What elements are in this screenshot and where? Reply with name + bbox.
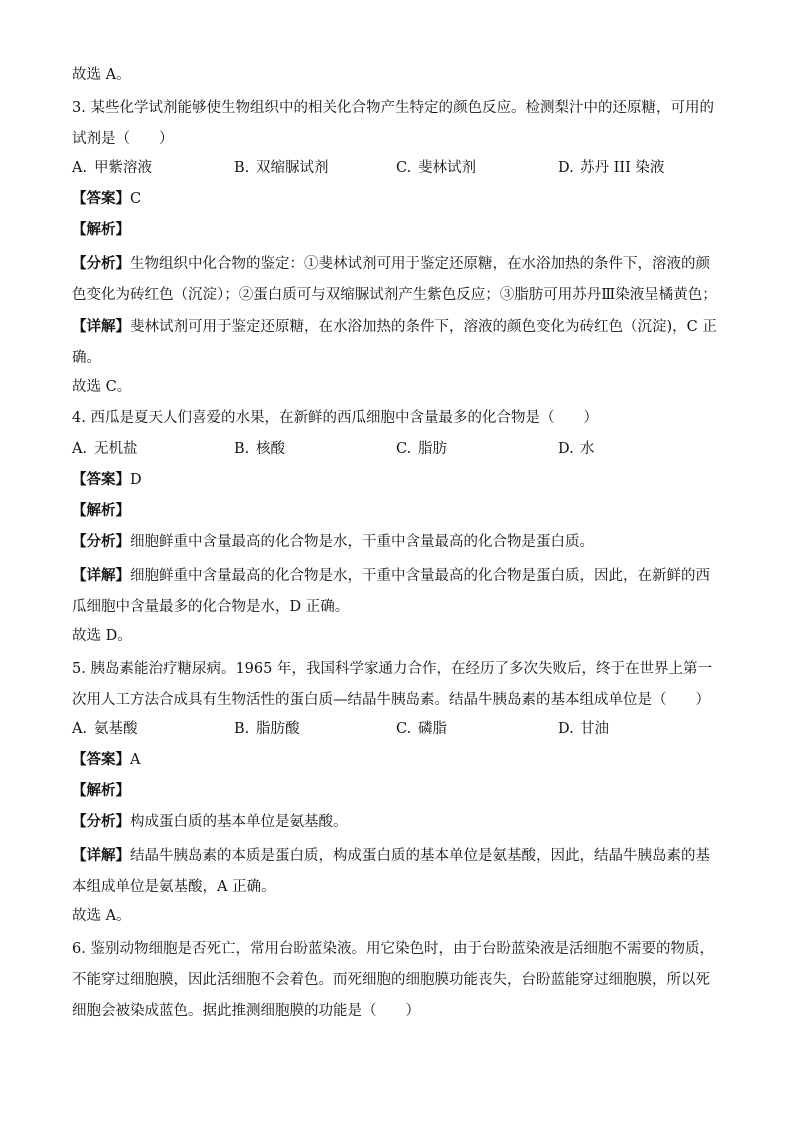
labeled-line bbox=[72, 778, 724, 809]
line-text: 细胞鲜重中含量最高的化合物是水，干重中含量最高的化合物是蛋白质。 bbox=[130, 534, 594, 550]
option-value: 双缩脲试剂 bbox=[256, 160, 329, 176]
option-b bbox=[234, 716, 396, 747]
option-value: 水 bbox=[580, 441, 595, 457]
option-b bbox=[234, 155, 396, 186]
option-key: D. bbox=[558, 160, 574, 176]
section-tag: 【答案】 bbox=[72, 471, 130, 488]
section-tag: 【分析】 bbox=[72, 533, 130, 550]
labeled-line bbox=[72, 809, 724, 840]
option-value: 甘油 bbox=[580, 721, 609, 737]
option-key: A. bbox=[72, 441, 88, 457]
option-value: 脂肪 bbox=[418, 441, 447, 457]
option-key: B. bbox=[234, 441, 250, 457]
option-value: 氨基酸 bbox=[94, 721, 138, 737]
section-tag: 【解析】 bbox=[72, 502, 130, 519]
option-value: 甲紫溶液 bbox=[94, 160, 152, 176]
labeled-line bbox=[72, 840, 724, 903]
option-value: 苏丹 III 染液 bbox=[580, 160, 665, 176]
section-tag: 【解析】 bbox=[72, 221, 130, 238]
option-c bbox=[396, 155, 558, 186]
option-a bbox=[72, 436, 234, 467]
text-line: 故选 A。 bbox=[72, 908, 131, 924]
answer-options bbox=[72, 716, 724, 747]
section-tag: 【详解】 bbox=[72, 567, 130, 584]
option-c bbox=[396, 436, 558, 467]
section-tag: 【详解】 bbox=[72, 318, 130, 335]
option-key: D. bbox=[558, 441, 574, 457]
option-key: A. bbox=[72, 160, 88, 176]
labeled-line bbox=[72, 248, 724, 311]
labeled-line bbox=[72, 560, 724, 623]
option-d bbox=[558, 716, 720, 747]
section-tag: 【解析】 bbox=[72, 782, 130, 799]
labeled-line bbox=[72, 747, 724, 778]
answer-options bbox=[72, 155, 724, 186]
answer-options bbox=[72, 436, 724, 467]
option-d bbox=[558, 436, 720, 467]
labeled-line bbox=[72, 498, 724, 529]
question-stem: 3. 某些化学试剂能够使生物组织中的相关化合物产生特定的颜色反应。检测梨汁中的还原糖，可用的试剂是（ ） bbox=[72, 100, 714, 147]
text-line: 4. 西瓜是夏天人们喜爱的水果，在新鲜的西瓜细胞中含量最多的化合物是（ ） bbox=[72, 410, 598, 426]
labeled-line bbox=[72, 186, 724, 217]
question-stem: 6. 鉴别动物细胞是否死亡，常用台盼蓝染液。用它染色时，由于台盼蓝染液是活细胞不需要的物质，不能穿过细胞膜，因此活细胞不会着色。而死细胞的细胞膜功能丧失，台盼蓝能穿过细胞膜，所以死细胞会被染成蓝色。据此推测细胞膜的功能是（ ） bbox=[72, 941, 714, 1019]
option-value: 无机盐 bbox=[94, 441, 138, 457]
line-text: C bbox=[130, 191, 142, 207]
section-tag: 【分析】 bbox=[72, 813, 130, 830]
line-text: D bbox=[130, 472, 142, 488]
line-text: A bbox=[130, 752, 141, 768]
option-value: 脂肪酸 bbox=[256, 721, 300, 737]
option-key: C. bbox=[396, 721, 412, 737]
labeled-line bbox=[72, 311, 724, 374]
section-tag: 【答案】 bbox=[72, 190, 130, 207]
option-key: A. bbox=[72, 721, 88, 737]
question-stem: 5. 胰岛素能治疗糖尿病。1965 年，我国科学家通力合作，在经历了多次失败后，终于在世界上第一次用人工方法合成具有生物活性的蛋白质—结晶牛胰岛素。结晶牛胰岛素的基本组成单位是（ ） bbox=[72, 661, 712, 708]
option-key: B. bbox=[234, 721, 250, 737]
section-tag: 【详解】 bbox=[72, 847, 130, 864]
line-text: 细胞鲜重中含量最高的化合物是水，干重中含量最高的化合物是蛋白质，因此，在新鲜的西瓜细胞中含量最多的化合物是水，D 正确。 bbox=[72, 568, 710, 615]
option-key: B. bbox=[234, 160, 250, 176]
option-d bbox=[558, 155, 720, 186]
option-key: C. bbox=[396, 441, 412, 457]
option-a bbox=[72, 155, 234, 186]
option-b bbox=[234, 436, 396, 467]
text-line: 故选 A。 bbox=[72, 67, 131, 83]
line-text: 生物组织中化合物的鉴定：①斐林试剂可用于鉴定还原糖，在水浴加热的条件下，溶液的颜色变化为砖红色（沉淀）；②蛋白质可与双缩脲试剂产生紫色反应；③脂肪可用苏丹Ⅲ染液呈橘黄色； bbox=[72, 256, 717, 303]
labeled-line bbox=[72, 529, 724, 560]
line-text: 构成蛋白质的基本单位是氨基酸。 bbox=[130, 814, 348, 830]
labeled-line bbox=[72, 467, 724, 498]
line-text: 斐林试剂可用于鉴定还原糖，在水浴加热的条件下，溶液的颜色变化为砖红色（沉淀)，C 正确。 bbox=[72, 319, 717, 366]
section-tag: 【答案】 bbox=[72, 751, 130, 768]
option-key: D. bbox=[558, 721, 574, 737]
labeled-line bbox=[72, 217, 724, 248]
option-value: 斐林试剂 bbox=[418, 160, 476, 176]
option-value: 核酸 bbox=[256, 441, 285, 457]
option-value: 磷脂 bbox=[418, 721, 447, 737]
option-a bbox=[72, 716, 234, 747]
text-line: 故选 D。 bbox=[72, 628, 132, 644]
line-text: 结晶牛胰岛素的本质是蛋白质，构成蛋白质的基本单位是氨基酸，因此，结晶牛胰岛素的基本组成单位是氨基酸，A 正确。 bbox=[72, 848, 710, 895]
document-page bbox=[72, 62, 724, 1027]
option-c bbox=[396, 716, 558, 747]
text-line: 故选 C。 bbox=[72, 379, 132, 395]
option-key: C. bbox=[396, 160, 412, 176]
section-tag: 【分析】 bbox=[72, 255, 130, 272]
